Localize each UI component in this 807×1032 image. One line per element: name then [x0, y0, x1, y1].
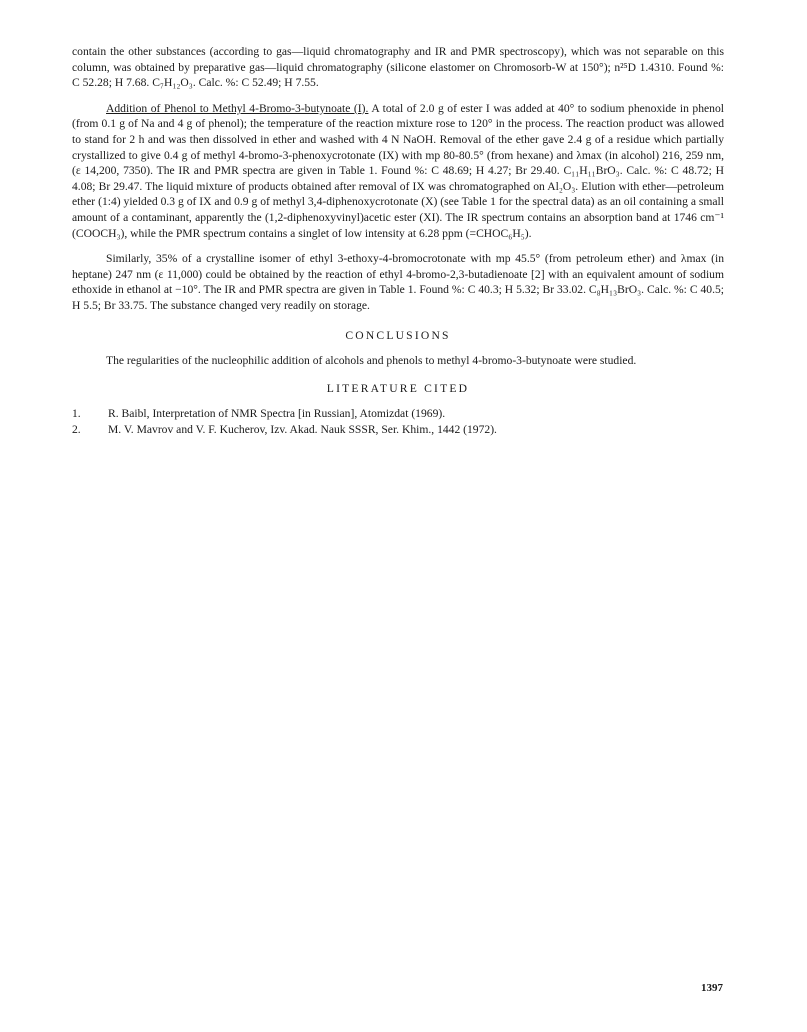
spacer: [72, 343, 724, 353]
conclusions-text: The regularities of the nucleophilic addition of alcohols and phenols to methyl 4-bromo-3-butynoate were studied.: [106, 354, 637, 368]
reference-text: R. Baibl, Interpretation of NMR Spectra [in Russian], Atomizdat (1969).: [108, 407, 446, 421]
spacer: [72, 241, 724, 251]
spacer: [72, 91, 724, 101]
spacer: [72, 369, 724, 381]
conclusions-heading: CONCLUSIONS: [345, 328, 451, 342]
section-title-phenol-addition: Addition of Phenol to Methyl 4-Bromo-3-butynoate (I).: [106, 101, 369, 115]
spacer: [72, 396, 724, 406]
paragraph-continued: contain the other substances (according to gas—liquid chromatography and IR and PMR spectroscopy), which was not separable on this column, was obtained by preparative gas—liquid chromatography (silicone elastomer on Chromosorb-W at 150°); n²⁵D 1.4310. Found %: C 52.28; H 7.68. C₇H₁₂O₃. Calc. %: C 52.49; H 7.55.: [72, 45, 724, 90]
paragraph-phenol-addition-body: A total of 2.0 g of ester I was added at 40° to sodium phenoxide in phenol (from 0.1 g of Na and 4 g of phenol); the temperature of the reaction mixture rose to 120° in the process. The reaction product was allowed to stand for 2 h and was then dissolved in ether and washed with 4 N NaOH. Removal of the ether gave 2.4 g of a residue which partially crystallized to give 0.4 g of methyl 4-bromo-3-phenoxycrotonate (IX) with mp 80-80.5° (from hexane) and λmax (in alcohol) 216, 259 nm, (ε 14,200, 7350). The IR and PMR spectra are given in Table 1. Found %: C 48.69; H 4.27; Br 29.40. C₁₁H₁₁BrO₃. Calc. %: C 48.72; H 4.08; Br 29.47. The liquid mixture of products obtained after removal of IX was chromatographed on Al₂O₃. Elution with ether—petroleum ether (1:4) yielded 0.3 g of IX and 0.9 g of methyl 3,4-diphenoxycrotonate (X) (see Table 1 for the spectral data) as an oil containing a small amount of a contaminant, apparently the (1,2-diphenoxyvinyl)acetic ester (XI). The IR spectrum contains an absorption band at 1746 cm⁻¹ (COOCH₃), while the PMR spectrum contains a singlet of low intensity at 6.28 ppm (=CHOC₆H₅).: [72, 101, 724, 240]
reference-number: 2.: [72, 422, 81, 436]
paragraph-ethoxy-isomer: Similarly, 35% of a crystalline isomer of ethyl 3-ethoxy-4-bromocrotonate with mp 45.5° (from petroleum ether) and λmax (in heptane) 247 nm (ε 11,000) could be obtained by the reaction of ethyl 4-bromo-2,3-butadienoate [2] with an equivalent amount of sodium ethoxide in ethanol at −10°. The IR and PMR spectra are given in Table 1. Found %: C 40.3; H 5.32; Br 33.02. C₈H₁₃BrO₃. Calc. %: C 40.5; H 5.5; Br 33.75. The substance changed very readily on storage.: [72, 252, 724, 312]
article-body: [72, 44, 724, 437]
reference-text: M. V. Mavrov and V. F. Kucherov, Izv. Akad. Nauk SSSR, Ser. Khim., 1442 (1972).: [108, 422, 497, 436]
page-number: 1397: [701, 982, 723, 994]
paragraph-phenol-addition: [72, 101, 724, 241]
reference-number: 1.: [72, 407, 81, 421]
reference-item: [72, 422, 724, 438]
literature-heading: LITERATURE CITED: [326, 381, 470, 395]
reference-list: [72, 406, 724, 437]
reference-item: [72, 406, 724, 422]
spacer: [72, 314, 724, 328]
